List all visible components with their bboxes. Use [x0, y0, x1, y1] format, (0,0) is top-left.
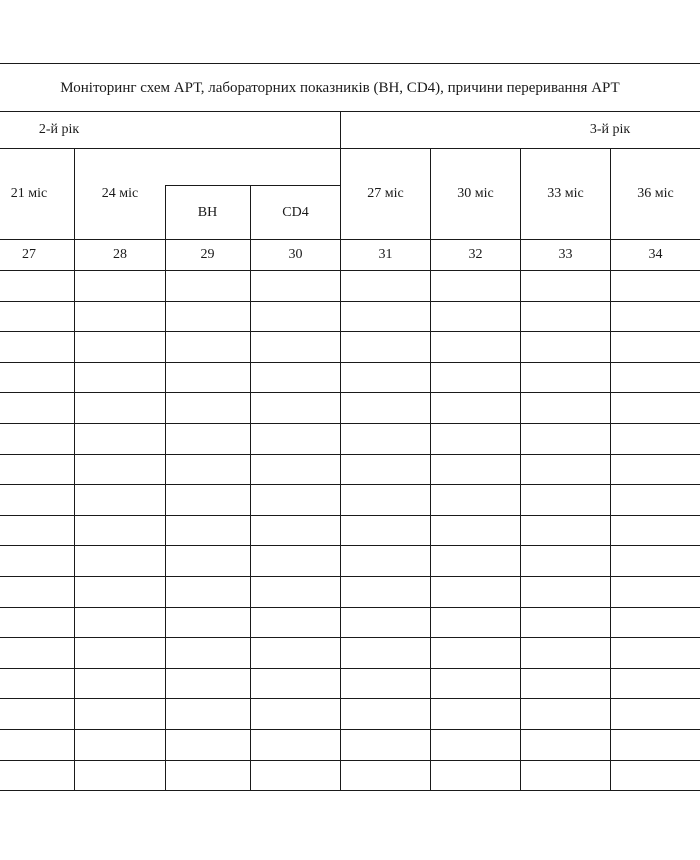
- column-number: 34: [648, 247, 663, 262]
- table-row: [0, 790, 700, 791]
- column-line: [520, 270, 521, 791]
- table-row: [0, 392, 700, 393]
- year-3-label: 3-й рік: [589, 122, 631, 137]
- column-number: 29: [200, 247, 215, 262]
- column-line: [340, 270, 341, 791]
- table-row: [0, 454, 700, 455]
- table-row: [0, 423, 700, 424]
- table-row: [0, 576, 700, 577]
- top-border: [0, 63, 700, 64]
- table-row: [0, 637, 700, 638]
- title-divider: [0, 111, 700, 112]
- column-number: 33: [558, 247, 573, 262]
- header-33-months: 33 міс: [547, 186, 584, 201]
- column-number: 32: [468, 247, 483, 262]
- column-number: 30: [288, 247, 303, 262]
- table-row: [0, 607, 700, 608]
- column-number: 27: [22, 247, 36, 262]
- number-row-bottom-border: [0, 270, 700, 271]
- column-line: [250, 270, 251, 791]
- column-number: 31: [378, 247, 393, 262]
- header-27-months: 27 міс: [367, 186, 404, 201]
- column-number: 28: [113, 247, 127, 262]
- year-2-label: 2-й рік: [38, 122, 80, 137]
- table-row: [0, 484, 700, 485]
- table-row: [0, 698, 700, 699]
- table-row: [0, 362, 700, 363]
- header-21-months: 21 міс: [10, 186, 48, 201]
- table-row: [0, 515, 700, 516]
- header-36-months: 36 міс: [637, 186, 674, 201]
- column-line: [610, 270, 611, 791]
- header-30-months: 30 міс: [457, 186, 494, 201]
- table-row: [0, 668, 700, 669]
- table-row: [0, 729, 700, 730]
- header-bottom-border: [0, 239, 700, 240]
- table-row: [0, 545, 700, 546]
- column-line: [74, 270, 75, 791]
- table-row: [0, 301, 700, 302]
- table-row: [0, 760, 700, 761]
- column-line: [165, 270, 166, 791]
- column-line: [430, 270, 431, 791]
- header-24-months: 24 міс: [101, 186, 139, 201]
- table-row: [0, 331, 700, 332]
- header-cd4: CD4: [282, 205, 309, 220]
- year-divider: [0, 148, 700, 149]
- header-viral-load: ВН: [197, 205, 218, 220]
- subheader-divider: [165, 185, 340, 186]
- table-title: Моніторинг схем АРТ, лабораторних показників (ВН, CD4), причини переривання АРТ: [60, 80, 620, 96]
